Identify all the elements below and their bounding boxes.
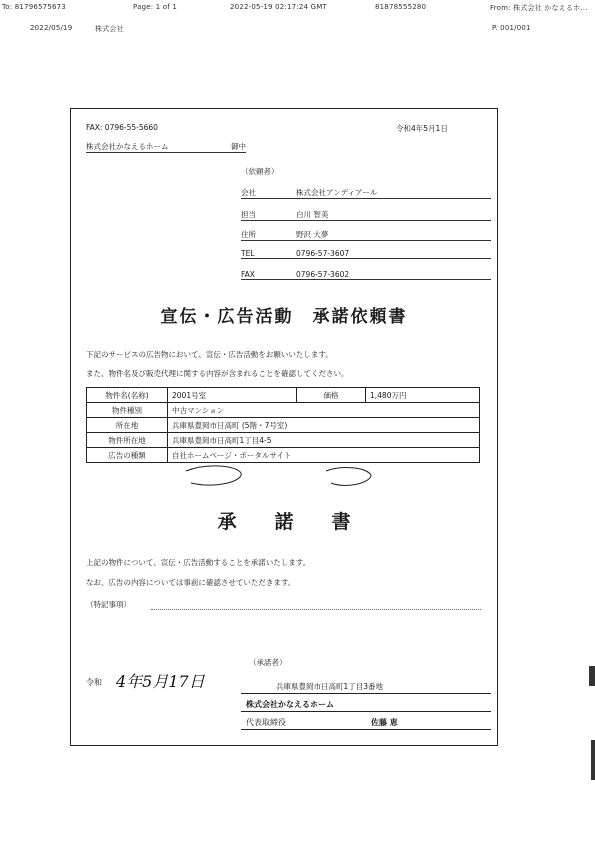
sender-key: 担当 [241, 210, 256, 219]
sender-value: 0796-57-3602 [296, 270, 350, 279]
fax-from: From: 株式会社 かなえるホ... [490, 4, 588, 12]
sender-key: FAX [241, 270, 255, 279]
table-row [87, 433, 480, 448]
table-value: 中古マンション [168, 403, 480, 418]
table-row [87, 403, 480, 418]
signature-line [241, 693, 491, 694]
table-label: 物件種別 [87, 403, 168, 418]
sender-row-tel [241, 249, 491, 259]
table-label: 所在地 [87, 418, 168, 433]
approval-text-2: なお、広告の内容については事前に確認させていただきます。 [86, 578, 296, 587]
document-page [70, 108, 498, 746]
signature-line [241, 711, 491, 712]
table-value: 自社ホームページ・ポータルサイト [168, 448, 480, 463]
addressee-suffix: 御中 [231, 142, 246, 151]
property-table [86, 387, 480, 463]
table-row [87, 388, 480, 403]
fax-no: FAX: 0796-55-5660 [86, 123, 158, 132]
approver-name: 佐藤 恵 [371, 718, 398, 727]
table-label: 物件所在地 [87, 433, 168, 448]
table-label: 価格 [297, 388, 366, 403]
sender-value: 野沢 大夢 [296, 230, 329, 239]
table-value: 2001号室 [168, 388, 297, 403]
fax-timestamp: 2022-05-19 02:17:24 GMT [230, 3, 327, 11]
fax-sender: 株式会社 [95, 25, 124, 33]
sender-row-contact [241, 209, 491, 221]
sender-value: 株式会社アンディアール [296, 188, 378, 197]
addressee [86, 141, 246, 153]
addressee-name: 株式会社かなえるホーム [86, 142, 169, 151]
sender-row-fax [241, 270, 491, 280]
document-title: 宣伝・広告活動 承諾依頼書 [160, 307, 408, 327]
sender-label: （依頼者） [241, 167, 279, 176]
approval-title: 承諾書 [217, 511, 389, 533]
signature-line [241, 729, 491, 730]
approver-address: 兵庫県豊岡市日高町1丁目3番地 [276, 682, 384, 691]
table-value: 1,480万円 [366, 388, 480, 403]
table-value: 兵庫県豊岡市日高町1丁目4-5 [168, 433, 480, 448]
fax-to: To: 81796575673 [2, 3, 66, 11]
table-label: 広告の種類 [87, 448, 168, 463]
fax-number: 81878555280 [375, 3, 427, 11]
approver-label: （承諾者） [249, 658, 287, 667]
sender-key: 住所 [241, 230, 256, 239]
sender-key: 会社 [241, 188, 256, 197]
handwritten-marks [166, 459, 406, 499]
sender-row-address [241, 229, 491, 241]
fax-page: Page: 1 of 1 [133, 3, 178, 11]
approver-company: 株式会社かなえるホーム [246, 700, 334, 709]
handwritten-date: 4年5月17日 [116, 672, 205, 691]
sender-row-company [241, 187, 491, 199]
table-row [87, 418, 480, 433]
sender-value: 白川 智美 [296, 210, 329, 219]
approval-text-1: 上記の物件について、宣伝・広告活動することを承諾いたします。 [86, 558, 311, 567]
intro-text-2: また、物件名及び販売代理に関する内容が含まれることを確認してください。 [86, 369, 349, 378]
table-label: 物件名(名称) [87, 388, 168, 403]
intro-text-1: 下記のサービスの広告物において、宣伝・広告活動をお願いいたします。 [86, 350, 333, 359]
doc-date: 令和4年5月1日 [396, 124, 448, 133]
margin-mark [591, 740, 595, 780]
remarks-label: （特記事項） [86, 600, 131, 609]
date-prefix: 令和 [86, 678, 102, 687]
remarks-line [151, 609, 481, 610]
table-value: 兵庫県豊岡市日高町 (5階・7号室) [168, 418, 480, 433]
sender-value: 0796-57-3607 [296, 249, 350, 258]
sender-key: TEL [241, 249, 255, 258]
margin-mark [589, 666, 595, 686]
fax-page-count: P. 001/001 [492, 24, 531, 32]
fax-date: 2022/05/19 [30, 24, 73, 32]
approver-title: 代表取締役 [246, 718, 286, 727]
